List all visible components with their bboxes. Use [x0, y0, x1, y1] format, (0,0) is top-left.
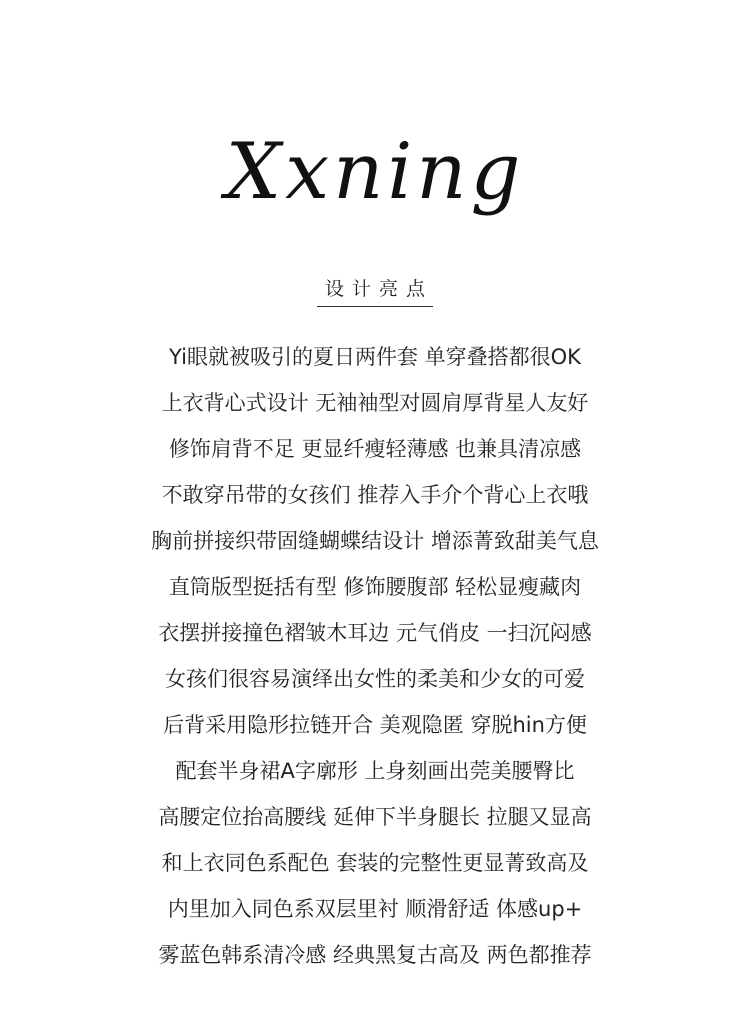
feature-line: 不敢穿吊带的女孩们 推荐入手介个背心上衣哦	[161, 483, 589, 507]
feature-line: 配套半身裙A字廓形 上身刻画出莞美腰臀比	[175, 759, 575, 783]
feature-line: 高腰定位抬高腰线 延伸下半身腿长 拉腿又显高	[158, 805, 592, 829]
feature-list	[0, 334, 750, 978]
section-title	[0, 276, 750, 307]
feature-line: 直筒版型挺括有型 修饰腰腹部 轻松显瘦藏肉	[168, 575, 582, 599]
feature-line: 后背采用隐形拉链开合 美观隐匿 穿脱hin方便	[163, 713, 587, 737]
feature-line: Yi眼就被吸引的夏日两件套 单穿叠搭都很OK	[169, 345, 581, 369]
section-title-text: 设计亮点	[317, 276, 433, 307]
feature-line: 雾蓝色韩系清冷感 经典黑复古高及 两色都推荐	[158, 943, 592, 967]
feature-line: 上衣背心式设计 无袖袖型对圆肩厚背星人友好	[161, 391, 589, 415]
feature-line: 内里加入同色系双层里衬 顺滑舒适 体感up+	[167, 897, 583, 921]
feature-line: 衣摆拼接撞色褶皱木耳边 元气俏皮 一扫沉闷感	[158, 621, 592, 645]
feature-line: 胸前拼接织带固缝蝴蝶结设计 增添菁致甜美气息	[151, 529, 599, 553]
feature-line: 和上衣同色系配色 套装的完整性更显菁致高及	[161, 851, 589, 875]
feature-line: 修饰肩背不足 更显纤瘦轻薄感 也兼具清凉感	[168, 437, 582, 461]
feature-line: 女孩们很容易演绎出女性的柔美和少女的可爱	[165, 667, 585, 691]
brand-logo-text: Xxning	[225, 127, 525, 217]
